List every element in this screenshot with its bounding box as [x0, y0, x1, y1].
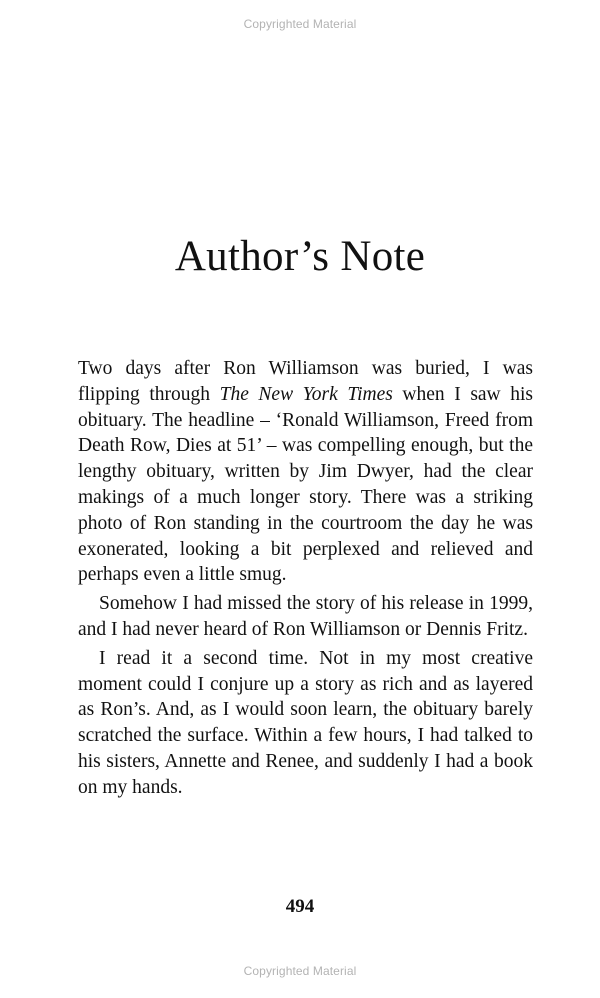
body-text: [78, 356, 533, 801]
paragraph-1-text-b: when I saw his obituary. The headline – ‘Ronald Williamson, Freed from Death Row, Dies at 51’ – was compelling enough, but the lengthy obituary, written by Jim Dwyer, had the clear makings of a much longer story. There was a striking photo of Ron standing in the courtroom the day he was exonerated, looking a bit perplexed and relieved and perhaps even a little smug.: [78, 383, 533, 586]
newspaper-title: The New York Times: [219, 383, 393, 405]
copyright-watermark-top: Copyrighted Material: [243, 17, 357, 31]
page-number: 494: [285, 896, 315, 917]
paragraph-1-text-a: Two days after Ron Williamson was buried, I was flipping through: [78, 358, 533, 405]
paragraph-1: [78, 356, 533, 588]
chapter-title: Author’s Note: [174, 233, 426, 280]
copyright-watermark-bottom: Copyrighted Material: [243, 964, 357, 978]
paragraph-3: I read it a second time. Not in my most creative moment could I conjure up a story as rich and as layered as Ron’s. And, as I would soon learn, the obituary barely scratched the surface. Within a few hours, I had talked to his sisters, Annette and Renee, and suddenly I had a book on my hands.: [78, 647, 533, 798]
paragraph-2: Somehow I had missed the story of his release in 1999, and I had never heard of Ron Williamson or Dennis Fritz.: [78, 593, 533, 640]
